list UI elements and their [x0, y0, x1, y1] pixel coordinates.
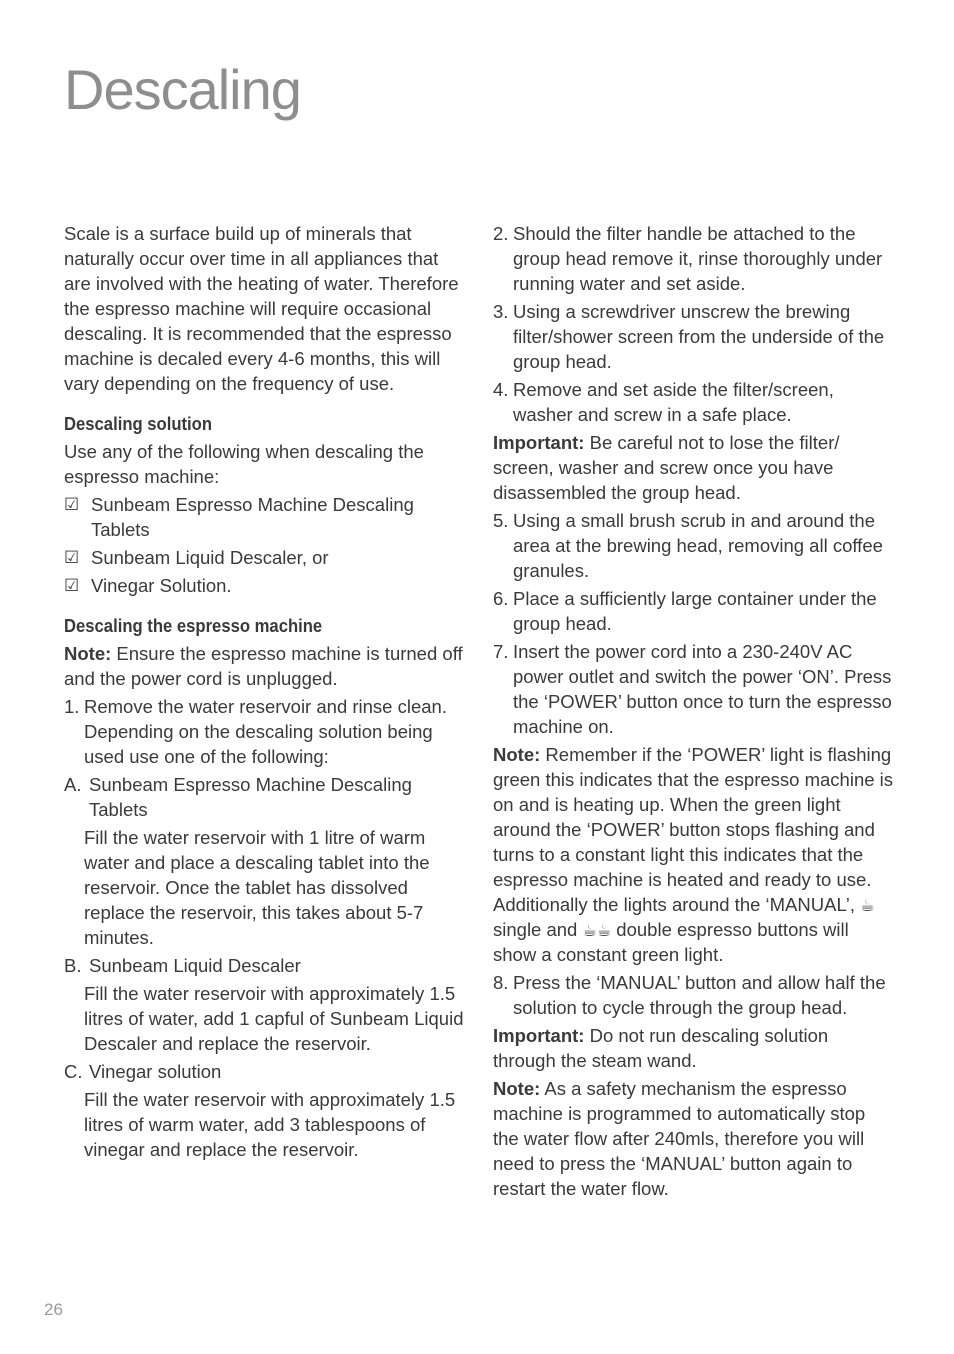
- step-item: [493, 970, 895, 1020]
- single-cup-icon: ☕: [860, 898, 875, 915]
- note-paragraph: [493, 1076, 895, 1201]
- note-text: Ensure the espresso machine is turned off and the power cord is unplugged.: [64, 643, 463, 689]
- step-text: Using a screwdriver unscrew the brewing filter/shower screen from the underside of the group head.: [513, 301, 885, 372]
- descaling-machine-heading: Descaling the espresso machine: [64, 615, 323, 636]
- check-item: [64, 573, 466, 598]
- descaling-solution-heading: Descaling solution: [64, 413, 213, 434]
- note-label: Note:: [493, 1078, 541, 1099]
- checkbox-icon: ☑: [64, 548, 80, 567]
- check-item-text: Sunbeam Liquid Descaler, or: [91, 547, 329, 568]
- sub-option: [64, 1059, 466, 1084]
- intro-paragraph: Scale is a surface build up of minerals that naturally occur over time in all appliances that are involved with the heating of water. Therefore the espresso machine will require occasional descaling. It is recommended that the espresso machine is decaled every 4-6 months, this will vary depending on the frequency of use.: [64, 223, 459, 394]
- important-label: Important:: [493, 1025, 585, 1046]
- note-paragraph: [493, 742, 895, 967]
- step-number: 3.: [493, 301, 509, 322]
- sub-option-text: Fill the water reservoir with approximately 1.5 litres of water, add 1 capful of Sunbeam Liquid Descaler and replace the reservoir.: [84, 983, 464, 1054]
- important-text: Be careful not to lose the filter/ screen, washer and screw once you have disassembled the group head.: [493, 432, 840, 503]
- note-label: Note:: [493, 744, 541, 765]
- sub-option-title: Vinegar solution: [89, 1061, 222, 1082]
- note-text: As a safety mechanism the espresso machine is programmed to automatically stop the water flow after 240mls, therefore you will need to press the ‘MANUAL’ button again to restart the water flow.: [493, 1078, 866, 1199]
- step-number: 4.: [493, 379, 509, 400]
- sub-option-text: Fill the water reservoir with approximately 1.5 litres of warm water, add 3 tablespoons of vinegar and replace the reservoir.: [84, 1089, 456, 1160]
- sub-option-title: Sunbeam Espresso Machine Descaling Tablets: [89, 774, 412, 820]
- step-item: [64, 694, 466, 769]
- step-number: 2.: [493, 223, 509, 244]
- important-paragraph: [493, 430, 895, 505]
- page-title: Descaling: [64, 58, 301, 121]
- step-text: Remove the water reservoir and rinse clean. Depending on the descaling solution being used use one of the following:: [84, 696, 447, 767]
- step-item: [493, 377, 895, 427]
- step-item: [493, 586, 895, 636]
- step-text: Using a small brush scrub in and around the area at the brewing head, removing all coffee granules.: [513, 510, 883, 581]
- solution-intro: Use any of the following when descaling the espresso machine:: [64, 441, 424, 487]
- check-item: [64, 492, 466, 542]
- sub-option-letter: B.: [64, 955, 82, 976]
- important-label: Important:: [493, 432, 585, 453]
- check-item: [64, 545, 466, 570]
- sub-option-letter: A.: [64, 774, 82, 795]
- sub-option: [64, 953, 466, 978]
- step-item: [493, 639, 895, 739]
- step-text: Remove and set aside the filter/screen, washer and screw in a safe place.: [513, 379, 834, 425]
- sub-option-text: Fill the water reservoir with 1 litre of warm water and place a descaling tablet into the reservoir. Once the tablet has dissolved replace the reservoir, this takes about 5-7 minutes.: [84, 827, 430, 948]
- checkbox-icon: ☑: [64, 576, 80, 595]
- sub-option: [64, 772, 466, 822]
- step-item: [493, 299, 895, 374]
- step-number: 1.: [64, 696, 80, 717]
- left-column: [64, 221, 466, 1165]
- step-number: 5.: [493, 510, 509, 531]
- step-item: [493, 508, 895, 583]
- step-text: Insert the power cord into a 230-240V AC power outlet and switch the power ‘ON’. Press the ‘POWER’ button once to turn the espresso machine on.: [513, 641, 892, 737]
- note-text: single and: [493, 919, 583, 940]
- note-paragraph: [64, 641, 466, 691]
- step-number: 8.: [493, 972, 509, 993]
- checkbox-icon: ☑: [64, 495, 80, 514]
- step-number: 7.: [493, 641, 509, 662]
- right-column: [493, 221, 895, 1204]
- step-text: Place a sufficiently large container under the group head.: [513, 588, 877, 634]
- sub-option-title: Sunbeam Liquid Descaler: [89, 955, 301, 976]
- check-item-text: Vinegar Solution.: [91, 575, 232, 596]
- note-label: Note:: [64, 643, 112, 664]
- check-item-text: Sunbeam Espresso Machine Descaling Tablets: [91, 494, 414, 540]
- sub-option-letter: C.: [64, 1061, 83, 1082]
- step-item: [493, 221, 895, 296]
- double-cup-icon: ☕☕: [582, 923, 612, 940]
- note-text: double espresso buttons will show a constant green light.: [493, 919, 849, 965]
- important-text: Do not run descaling solution through the steam wand.: [493, 1025, 829, 1071]
- note-text: Remember if the ‘POWER’ light is flashing green this indicates that the espresso machine is on and is heating up. When the green light around the ‘POWER’ button stops flashing and turns to a constant light this indicates that the espresso machine is heated and ready to use. Additionally the lights around the ‘MANUAL’,: [493, 744, 894, 915]
- page-number: 26: [44, 1300, 63, 1319]
- step-number: 6.: [493, 588, 509, 609]
- important-paragraph: [493, 1023, 895, 1073]
- step-text: Should the filter handle be attached to the group head remove it, rinse thoroughly under running water and set aside.: [513, 223, 883, 294]
- step-text: Press the ‘MANUAL’ button and allow half the solution to cycle through the group head.: [513, 972, 886, 1018]
